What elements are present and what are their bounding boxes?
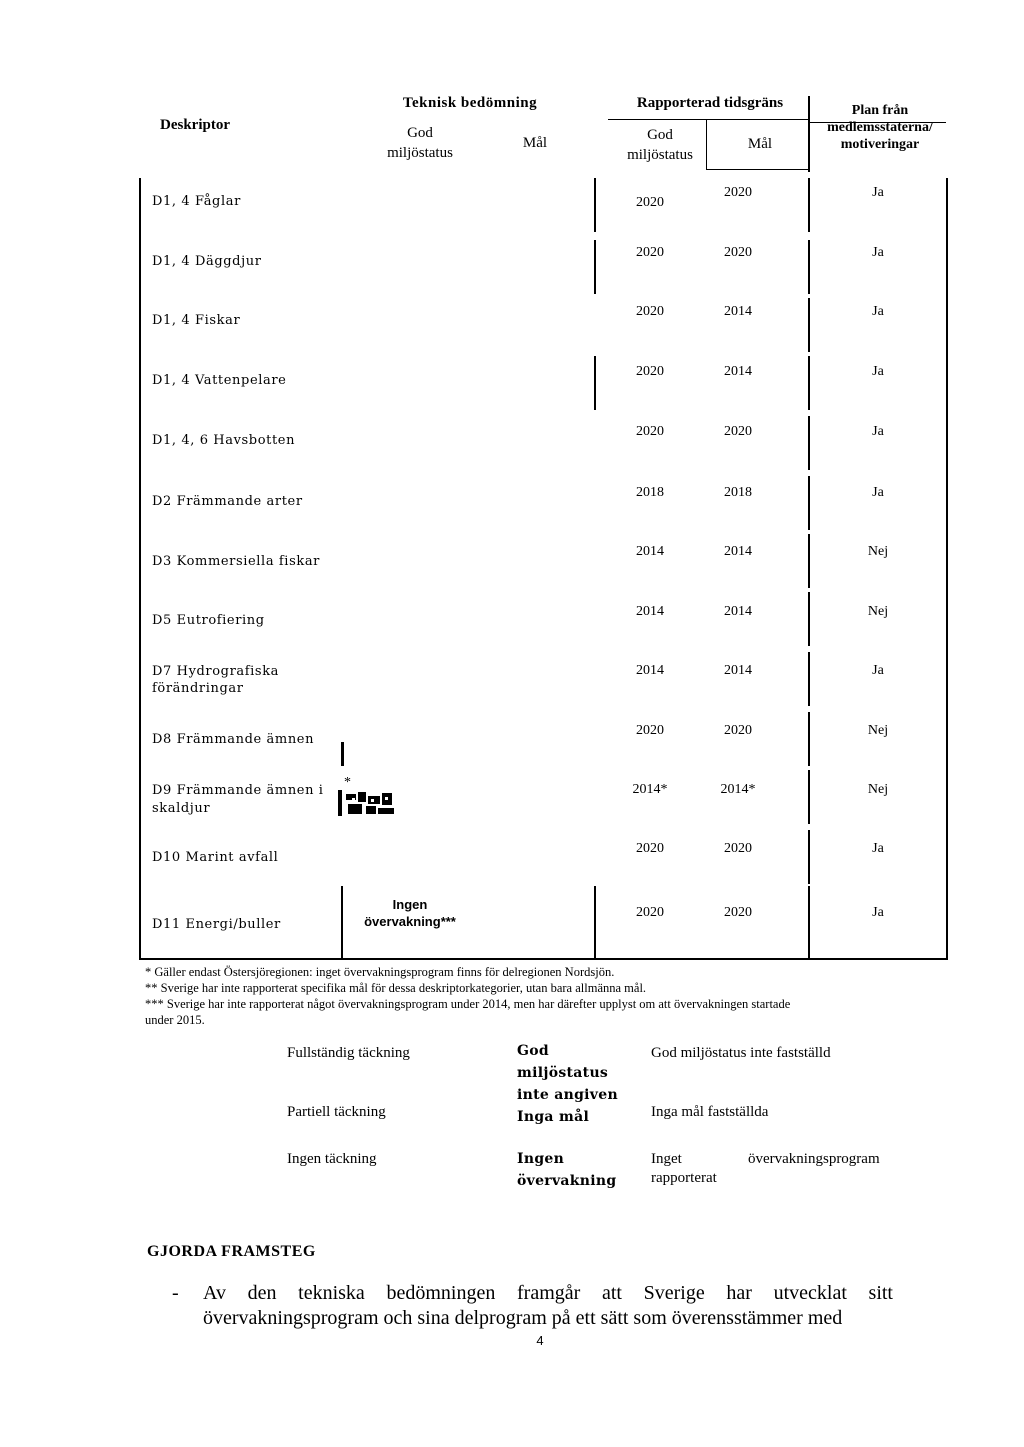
row-label: D8 Främmande ämnen: [152, 732, 315, 747]
row-label: D2 Främmande arter: [152, 494, 303, 509]
header-inner-divider: [706, 120, 707, 170]
row-sep: [808, 416, 810, 470]
row-cell-line1: Ingen: [392, 897, 428, 912]
header-god-line2: miljöstatus: [387, 145, 453, 161]
row-label: D1, 4 Fiskar: [152, 313, 241, 328]
row-sep: [341, 886, 343, 960]
row-label: D1, 4 Däggdjur: [152, 254, 262, 269]
row-label-line2: förändringar: [152, 681, 244, 696]
header-plan-line3: motiveringar: [840, 137, 920, 152]
legend-key1-line1: God: [517, 1043, 549, 1059]
table-right-border: [946, 178, 948, 960]
row-sep: [808, 652, 810, 706]
row-god: 2020: [636, 364, 664, 379]
header-god2-line1: God: [647, 127, 673, 143]
row-plan: Ja: [872, 485, 884, 500]
row-label: D1, 4 Vattenpelare: [152, 373, 287, 388]
row-mal: 2020: [724, 245, 752, 260]
row-label-line2: skaldjur: [152, 801, 211, 816]
header-deskriptor: Deskriptor: [160, 117, 230, 133]
row-plan: Ja: [872, 245, 884, 260]
legend-desc3-b: övervakningsprogram: [748, 1151, 880, 1167]
row-mal: 2014: [724, 304, 752, 319]
row-mal: 2020: [724, 424, 752, 439]
legend-key1-line3: inte angiven: [517, 1087, 618, 1103]
header-plan-line1: Plan från: [851, 103, 909, 118]
legend-none: Ingen täckning: [287, 1151, 377, 1167]
row-sep: [594, 240, 596, 294]
legend-desc1: God miljöstatus inte fastställd: [651, 1045, 831, 1061]
header-rapporterad: Rapporterad tidsgräns: [636, 95, 784, 111]
note-3a: *** Sverige har inte rapporterat något övervakningsprogram under 2014, men har därefter upplyst om att övervakningen startade: [145, 997, 791, 1011]
row-cell-line2: övervakning***: [364, 914, 456, 929]
row-plan: Ja: [872, 841, 884, 856]
header-divider: [608, 119, 808, 120]
row-sep: [808, 770, 810, 824]
table-bottom-border: [139, 958, 948, 960]
row-mal: 2014*: [720, 782, 756, 797]
section-heading: GJORDA FRAMSTEG: [147, 1243, 316, 1260]
row-label: D5 Eutrofiering: [152, 613, 265, 628]
paragraph-line2: övervakningsprogram och sina delprogram på ett sätt som överensstämmer med: [203, 1307, 843, 1329]
row-sep: [808, 178, 810, 232]
row-sep: [808, 886, 810, 960]
row-label: D10 Marint avfall: [152, 850, 279, 865]
legend-full: Fullständig täckning: [287, 1045, 410, 1061]
row-god: 2020: [636, 424, 664, 439]
row-sep: [594, 356, 596, 410]
row-plan: Nej: [867, 544, 889, 559]
scan-artifact: [338, 790, 398, 816]
row-plan: Nej: [867, 723, 889, 738]
row-mal: 2014: [724, 544, 752, 559]
row-plan: Ja: [872, 185, 884, 200]
row-mal: 2020: [724, 905, 752, 920]
row-plan: Nej: [867, 782, 889, 797]
bullet-dash: -: [172, 1282, 179, 1304]
row-god: 2014*: [632, 782, 668, 797]
row-sep: [594, 886, 596, 960]
row-god: 2014: [636, 663, 664, 678]
row-god: 2020: [636, 905, 664, 920]
header-god-line1: God: [407, 125, 433, 141]
header-bottom-line: [706, 169, 808, 170]
note-3b: under 2015.: [145, 1013, 205, 1027]
legend-desc2: Inga mål fastställda: [651, 1104, 769, 1120]
row-god: 2018: [636, 485, 664, 500]
table-left-border: [139, 178, 141, 960]
row-label: D3 Kommersiella fiskar: [152, 554, 320, 569]
row-god: 2020: [636, 841, 664, 856]
row-sep: [808, 476, 810, 530]
legend-desc3-c: rapporterat: [651, 1170, 717, 1186]
legend-key1-line2: miljöstatus: [517, 1065, 609, 1081]
row-label: D7 Hydrografiska: [152, 664, 280, 679]
row-god: 2020: [636, 245, 664, 260]
page-number: 4: [536, 1333, 544, 1348]
row-plan: Ja: [872, 364, 884, 379]
row-god: 2014: [636, 604, 664, 619]
row-sep: [808, 356, 810, 410]
header-god2-line2: miljöstatus: [627, 147, 693, 163]
row-mal: 2020: [724, 185, 752, 200]
legend-key3-line2: övervakning: [517, 1173, 617, 1189]
row-plan: Nej: [867, 604, 889, 619]
row-sep: [808, 240, 810, 294]
row-mal: 2014: [724, 364, 752, 379]
row-label: D1, 4, 6 Havsbotten: [152, 433, 296, 448]
row-mal: 2018: [724, 485, 752, 500]
row-label: D9 Främmande ämnen i: [152, 783, 324, 798]
row-sep: [808, 592, 810, 646]
row-sep: [808, 534, 810, 588]
row-mal: 2020: [724, 841, 752, 856]
paragraph-line1: Av den tekniska bedömningen framgår att Sverige har utvecklat sitt: [203, 1282, 893, 1304]
row-plan: Ja: [872, 304, 884, 319]
row-mal: 2020: [724, 723, 752, 738]
row-sep: [594, 178, 596, 232]
row-plan: Ja: [872, 663, 884, 678]
legend-partial: Partiell täckning: [287, 1104, 386, 1120]
row-god: 2014: [636, 544, 664, 559]
header-mal: Mål: [522, 135, 548, 151]
header-plan-line2: medlemsstaterna/: [827, 120, 933, 135]
row-mal: 2014: [724, 663, 752, 678]
row-god: 2020: [636, 304, 664, 319]
row-plan: Ja: [872, 905, 884, 920]
note-2: ** Sverige har inte rapporterat specifika mål för dessa deskriptorkategorier, utan bara allmänna mål.: [145, 981, 647, 995]
header-teknisk: Teknisk bedömning: [402, 95, 538, 111]
row-label: D11 Energi/buller: [152, 917, 281, 932]
legend-key3-line1: Ingen: [517, 1151, 565, 1167]
row-plan: Ja: [872, 424, 884, 439]
row-mal: 2014: [724, 604, 752, 619]
row-sep: [808, 298, 810, 352]
row-god: 2020: [636, 723, 664, 738]
row-god: 2020: [636, 195, 664, 210]
note-1: * Gäller endast Östersjöregionen: inget övervakningsprogram finns för delregionen Nordsjön.: [145, 965, 615, 979]
legend-key2: Inga mål: [517, 1109, 590, 1125]
row-sep: [808, 830, 810, 884]
row-sep: [808, 712, 810, 766]
header-mal2: Mål: [747, 136, 773, 152]
row-mark: *: [344, 775, 351, 790]
legend-desc3-a: Inget: [651, 1151, 682, 1167]
row-label: D1, 4 Fåglar: [152, 194, 241, 209]
row-sep: [341, 742, 344, 766]
